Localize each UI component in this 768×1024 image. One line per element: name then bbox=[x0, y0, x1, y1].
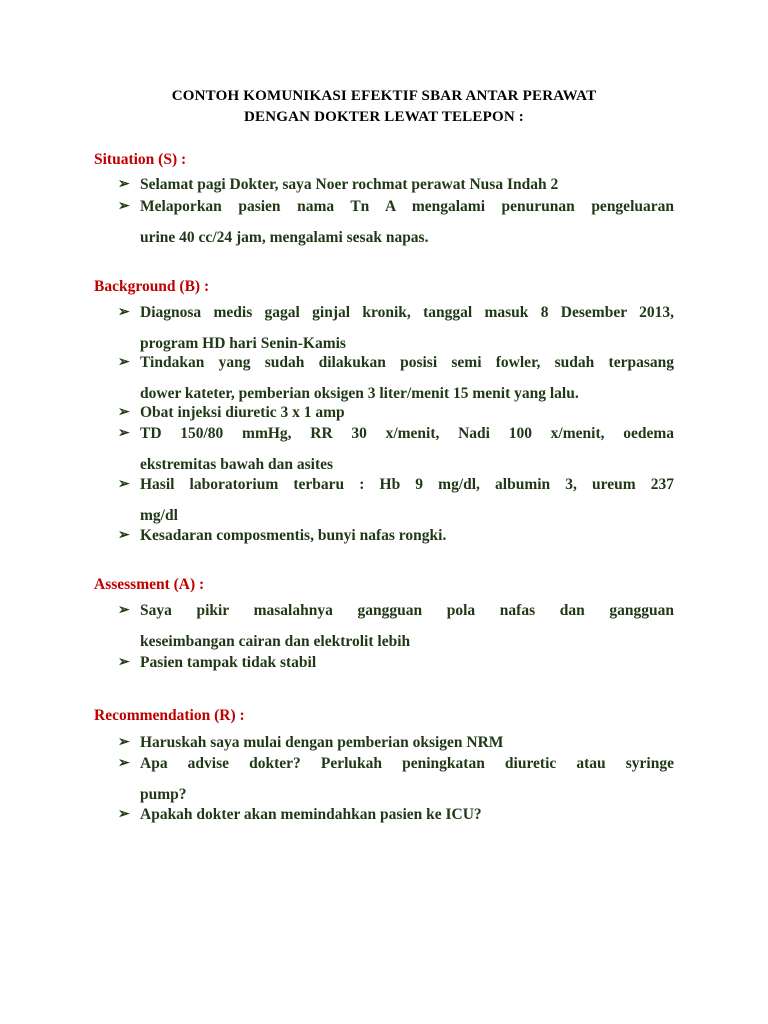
list-item-text bbox=[140, 191, 674, 253]
list-item-line: Apa advise dokter? Perlukah peningkatan diuretic atau syringe bbox=[140, 755, 674, 772]
section-heading: Assessment (A) : bbox=[94, 576, 205, 593]
arrow-bullet-icon: ➢ bbox=[118, 655, 130, 670]
arrow-bullet-icon: ➢ bbox=[118, 603, 130, 618]
list-item-line: Tindakan yang sudah dilakukan posisi semi fowler, sudah terpasang bbox=[140, 354, 674, 371]
list-item-line: mg/dl bbox=[140, 507, 178, 524]
list-item-line: Obat injeksi diuretic 3 x 1 amp bbox=[140, 404, 345, 421]
arrow-bullet-icon: ➢ bbox=[118, 177, 130, 192]
arrow-bullet-icon: ➢ bbox=[118, 355, 130, 370]
list-item-line: keseimbangan cairan dan elektrolit lebih bbox=[140, 633, 411, 650]
list-item-line: ekstremitas bawah dan asites bbox=[140, 456, 334, 473]
list-item-line: Haruskah saya mulai dengan pemberian oksigen NRM bbox=[140, 734, 504, 751]
list-item bbox=[118, 520, 674, 551]
list-item bbox=[118, 191, 674, 253]
list-item-line: TD 150/80 mmHg, RR 30 x/menit, Nadi 100 x/menit, oedema bbox=[140, 425, 674, 442]
list-item bbox=[118, 647, 674, 678]
list-item-text bbox=[140, 647, 674, 678]
list-item-line: Melaporkan pasien nama Tn A mengalami penurunan pengeluaran bbox=[140, 198, 674, 215]
list-item-text bbox=[140, 520, 674, 551]
section-heading: Situation (S) : bbox=[94, 151, 187, 168]
arrow-bullet-icon: ➢ bbox=[118, 735, 130, 750]
arrow-bullet-icon: ➢ bbox=[118, 405, 130, 420]
list-item-line: Saya pikir masalahnya gangguan pola nafas dan gangguan bbox=[140, 602, 674, 619]
list-item-line: Diagnosa medis gagal ginjal kronik, tanggal masuk 8 Desember 2013, bbox=[140, 304, 674, 321]
arrow-bullet-icon: ➢ bbox=[118, 528, 130, 543]
list-item-line: urine 40 cc/24 jam, mengalami sesak napas. bbox=[140, 229, 429, 246]
arrow-bullet-icon: ➢ bbox=[118, 305, 130, 320]
list-item-line: Apakah dokter akan memindahkan pasien ke ICU? bbox=[140, 806, 482, 823]
list-item bbox=[118, 799, 674, 830]
list-item-line: dower kateter, pemberian oksigen 3 liter/menit 15 menit yang lalu. bbox=[140, 385, 579, 402]
list-item-line: Kesadaran composmentis, bunyi nafas rongki. bbox=[140, 527, 447, 544]
arrow-bullet-icon: ➢ bbox=[118, 756, 130, 771]
arrow-bullet-icon: ➢ bbox=[118, 477, 130, 492]
list-item-line: Hasil laboratorium terbaru : Hb 9 mg/dl, albumin 3, ureum 237 bbox=[140, 476, 674, 493]
section-heading: Recommendation (R) : bbox=[94, 707, 245, 724]
list-item-text bbox=[140, 799, 674, 830]
arrow-bullet-icon: ➢ bbox=[118, 807, 130, 822]
section-heading: Background (B) : bbox=[94, 278, 210, 295]
arrow-bullet-icon: ➢ bbox=[118, 199, 130, 214]
document-title-line-2: DENGAN DOKTER LEWAT TELEPON : bbox=[243, 109, 525, 125]
document-title-line-1: CONTOH KOMUNIKASI EFEKTIF SBAR ANTAR PERAWAT bbox=[171, 88, 597, 104]
list-item-line: Selamat pagi Dokter, saya Noer rochmat perawat Nusa Indah 2 bbox=[140, 176, 559, 193]
list-item-line: program HD hari Senin-Kamis bbox=[140, 335, 346, 352]
arrow-bullet-icon: ➢ bbox=[118, 426, 130, 441]
list-item-line: Pasien tampak tidak stabil bbox=[140, 654, 317, 671]
list-item-line: pump? bbox=[140, 786, 187, 803]
